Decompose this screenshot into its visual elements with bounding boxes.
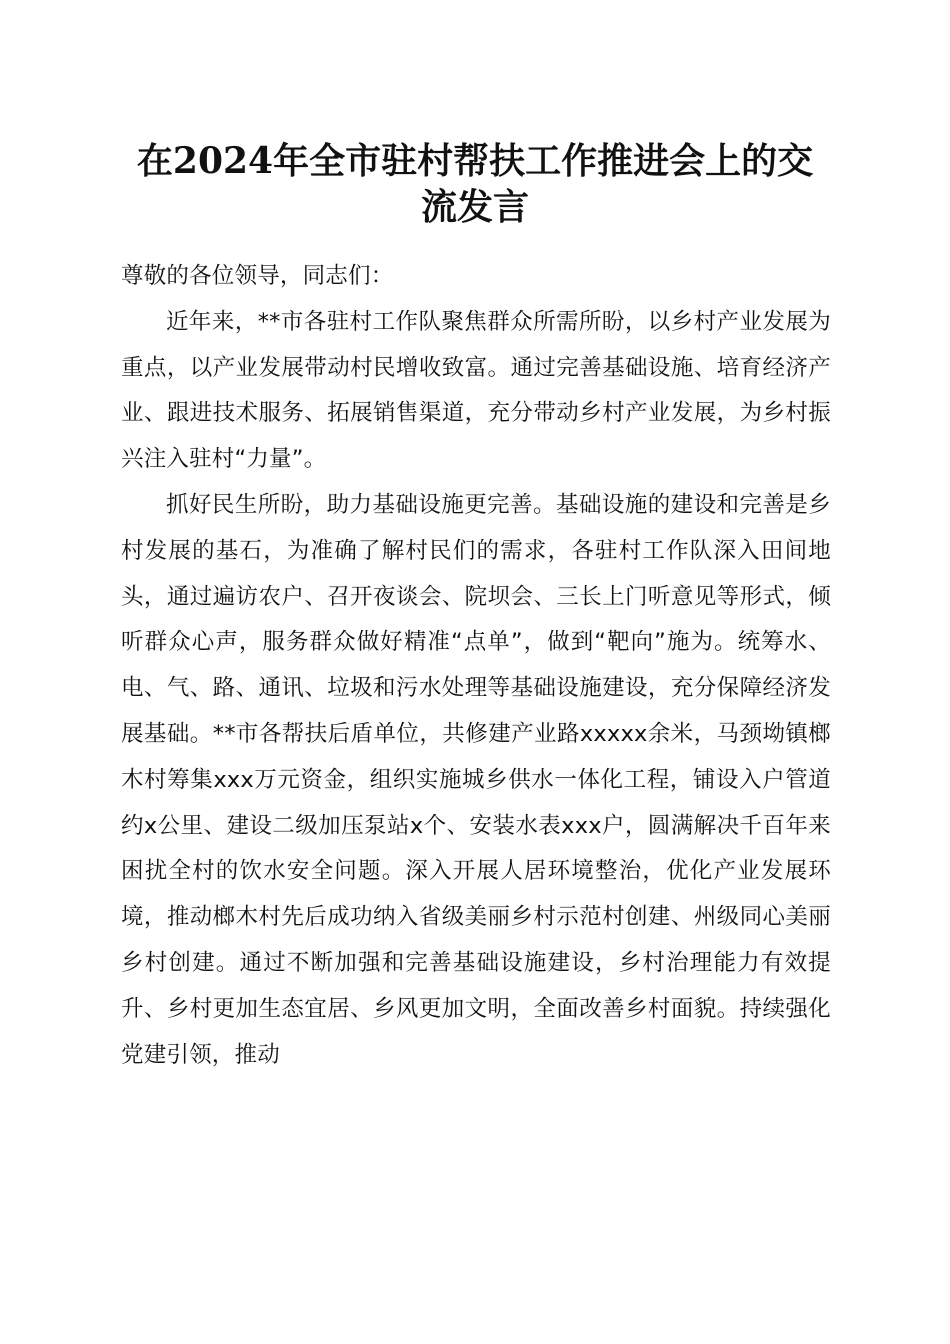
salutation: 尊敬的各位领导，同志们： <box>121 263 394 289</box>
document-body <box>121 254 831 1078</box>
paragraph-infrastructure: 抓好民生所盼，助力基础设施更完善。基础设施的建设和完善是乡村发展的基石，为准确了解村民们的需求，各驻村工作队深入田间地头，通过遍访农户、召开夜谈会、院坝会、三长上门听意见等形式，倾听群众心声，服务群众做好精准“点单”，做到“靶向”施为。统筹水、电、气、路、通讯、垃圾和污水处理等基础设施建设，充分保障经济发展基础。**市各帮扶后盾单位，共修建产业路xxxxx余米，马颈坳镇榔木村筹集xxx万元资金，组织实施城乡供水一体化工程，铺设入户管道约x公里、建设二级加压泵站x个、安装水表xxx户，圆满解决千百年来困扰全村的饮水安全问题。深入开展人居环境整治，优化产业发展环境，推动榔木村先后成功纳入省级美丽乡村示范村创建、州级同心美丽乡村创建。通过不断加强和完善基础设施建设，乡村治理能力有效提升、乡村更加生态宜居、乡风更加文明，全面改善乡村面貌。持续强化党建引领，推动 <box>121 491 831 1068</box>
document-title: 在2024年全市驻村帮扶工作推进会上的交流发言 <box>136 140 814 228</box>
paragraph-intro: 近年来，**市各驻村工作队聚焦群众所需所盼，以乡村产业发展为重点，以产业发展带动村民增收致富。通过完善基础设施、培育经济产业、跟进技术服务、拓展销售渠道，充分带动乡村产业发展，为乡村振兴注入驻村“力量”。 <box>121 308 831 473</box>
